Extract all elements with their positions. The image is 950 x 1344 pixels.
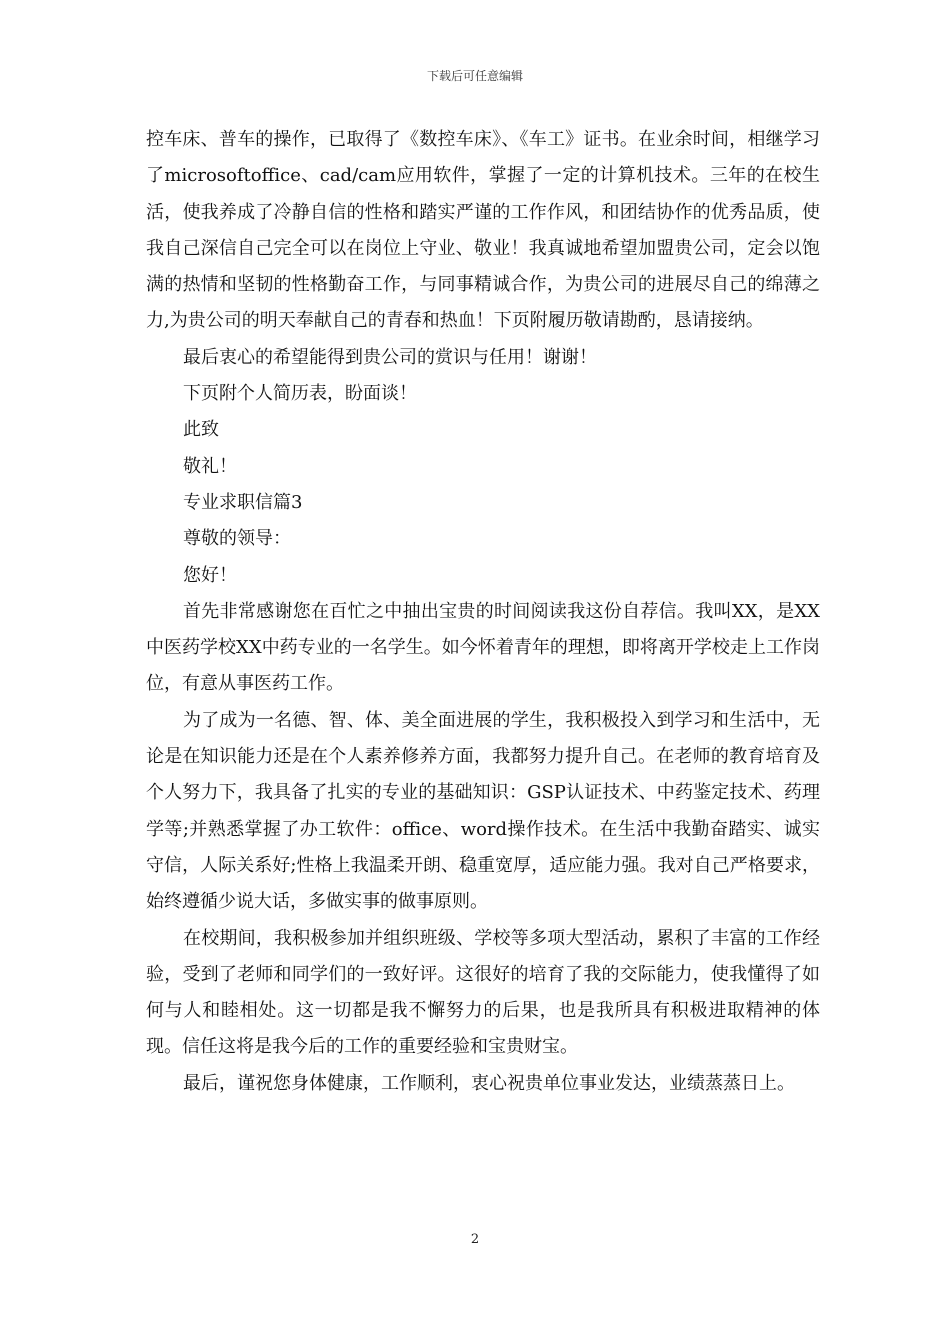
- header-note: 下载后可任意编辑: [426, 69, 523, 83]
- salutation-closing: 此致: [183, 419, 219, 441]
- paragraph-intro: 首先非常感谢您在百忙之中抽出宝贵的时间阅读我这份自荐信。我叫XX，是XX中医药学校XX中药专业的一名学生。如今怀着青年的理想，即将离开学校走上工作岗位，有意从事医药工作。: [146, 600, 820, 695]
- page-number: 2: [470, 1232, 480, 1247]
- section-title: 专业求职信篇3: [183, 491, 303, 513]
- paragraph-3: 下页附个人简历表，盼面谈！: [183, 383, 417, 405]
- paragraph-1: 控车床、普车的操作，已取得了《数控车床》、《车工》证书。在业余时间，相继学习了microsoftoffice、cad/cam应用软件，掌握了一定的计算机技术。三年的在校生活，使我养成了冷静自信的性格和踏实严谨的工作作风，和团结协作的优秀品质，使我自己深信自己完全可以在岗位上守业、敬业！我真诚地希望加盟贵公司，定会以饱满的热情和坚韧的性格勤奋工作，与同事精诚合作，为贵公司的进展尽自己的绵薄之力,为贵公司的明天奉献自己的青春和热血！下页附履历敬请勘酌，恳请接纳。: [146, 129, 820, 332]
- paragraph-2: 最后衷心的希望能得到贵公司的赏识与任用！谢谢！: [183, 346, 597, 368]
- paragraph-skills: 为了成为一名德、智、体、美全面进展的学生，我积极投入到学习和生活中，无论是在知识能力还是在个人素养修养方面，我都努力提升自己。在老师的教育培育及个人努力下，我具备了扎实的专业的基础知识：GSP认证技术、中药鉴定技术、药理学等;并熟悉掌握了办工软件：office、word操作技术。在生活中我勤奋踏实、诚实守信，人际关系好;性格上我温柔开朗、稳重宽厚，适应能力强。我对自己严格要求，始终遵循少说大话，多做实事的做事原则。: [146, 709, 820, 913]
- salutation-regards: 敬礼！: [183, 455, 237, 477]
- greeting-hello: 您好！: [183, 564, 237, 586]
- paragraph-closing: 最后，谨祝您身体健康，工作顺利，衷心祝贵单位事业发达，业绩蒸蒸日上。: [183, 1072, 795, 1094]
- document-body: [146, 122, 820, 1102]
- paragraph-activities: 在校期间，我积极参加并组织班级、学校等多项大型活动，累积了丰富的工作经验，受到了老师和同学们的一致好评。这很好的培育了我的交际能力，使我懂得了如何与人和睦相处。这一切都是我不懈努力的后果，也是我所具有积极进取精神的体现。信任这将是我今后的工作的重要经验和宝贵财宝。: [146, 927, 820, 1058]
- greeting-recipient: 尊敬的领导：: [183, 528, 291, 550]
